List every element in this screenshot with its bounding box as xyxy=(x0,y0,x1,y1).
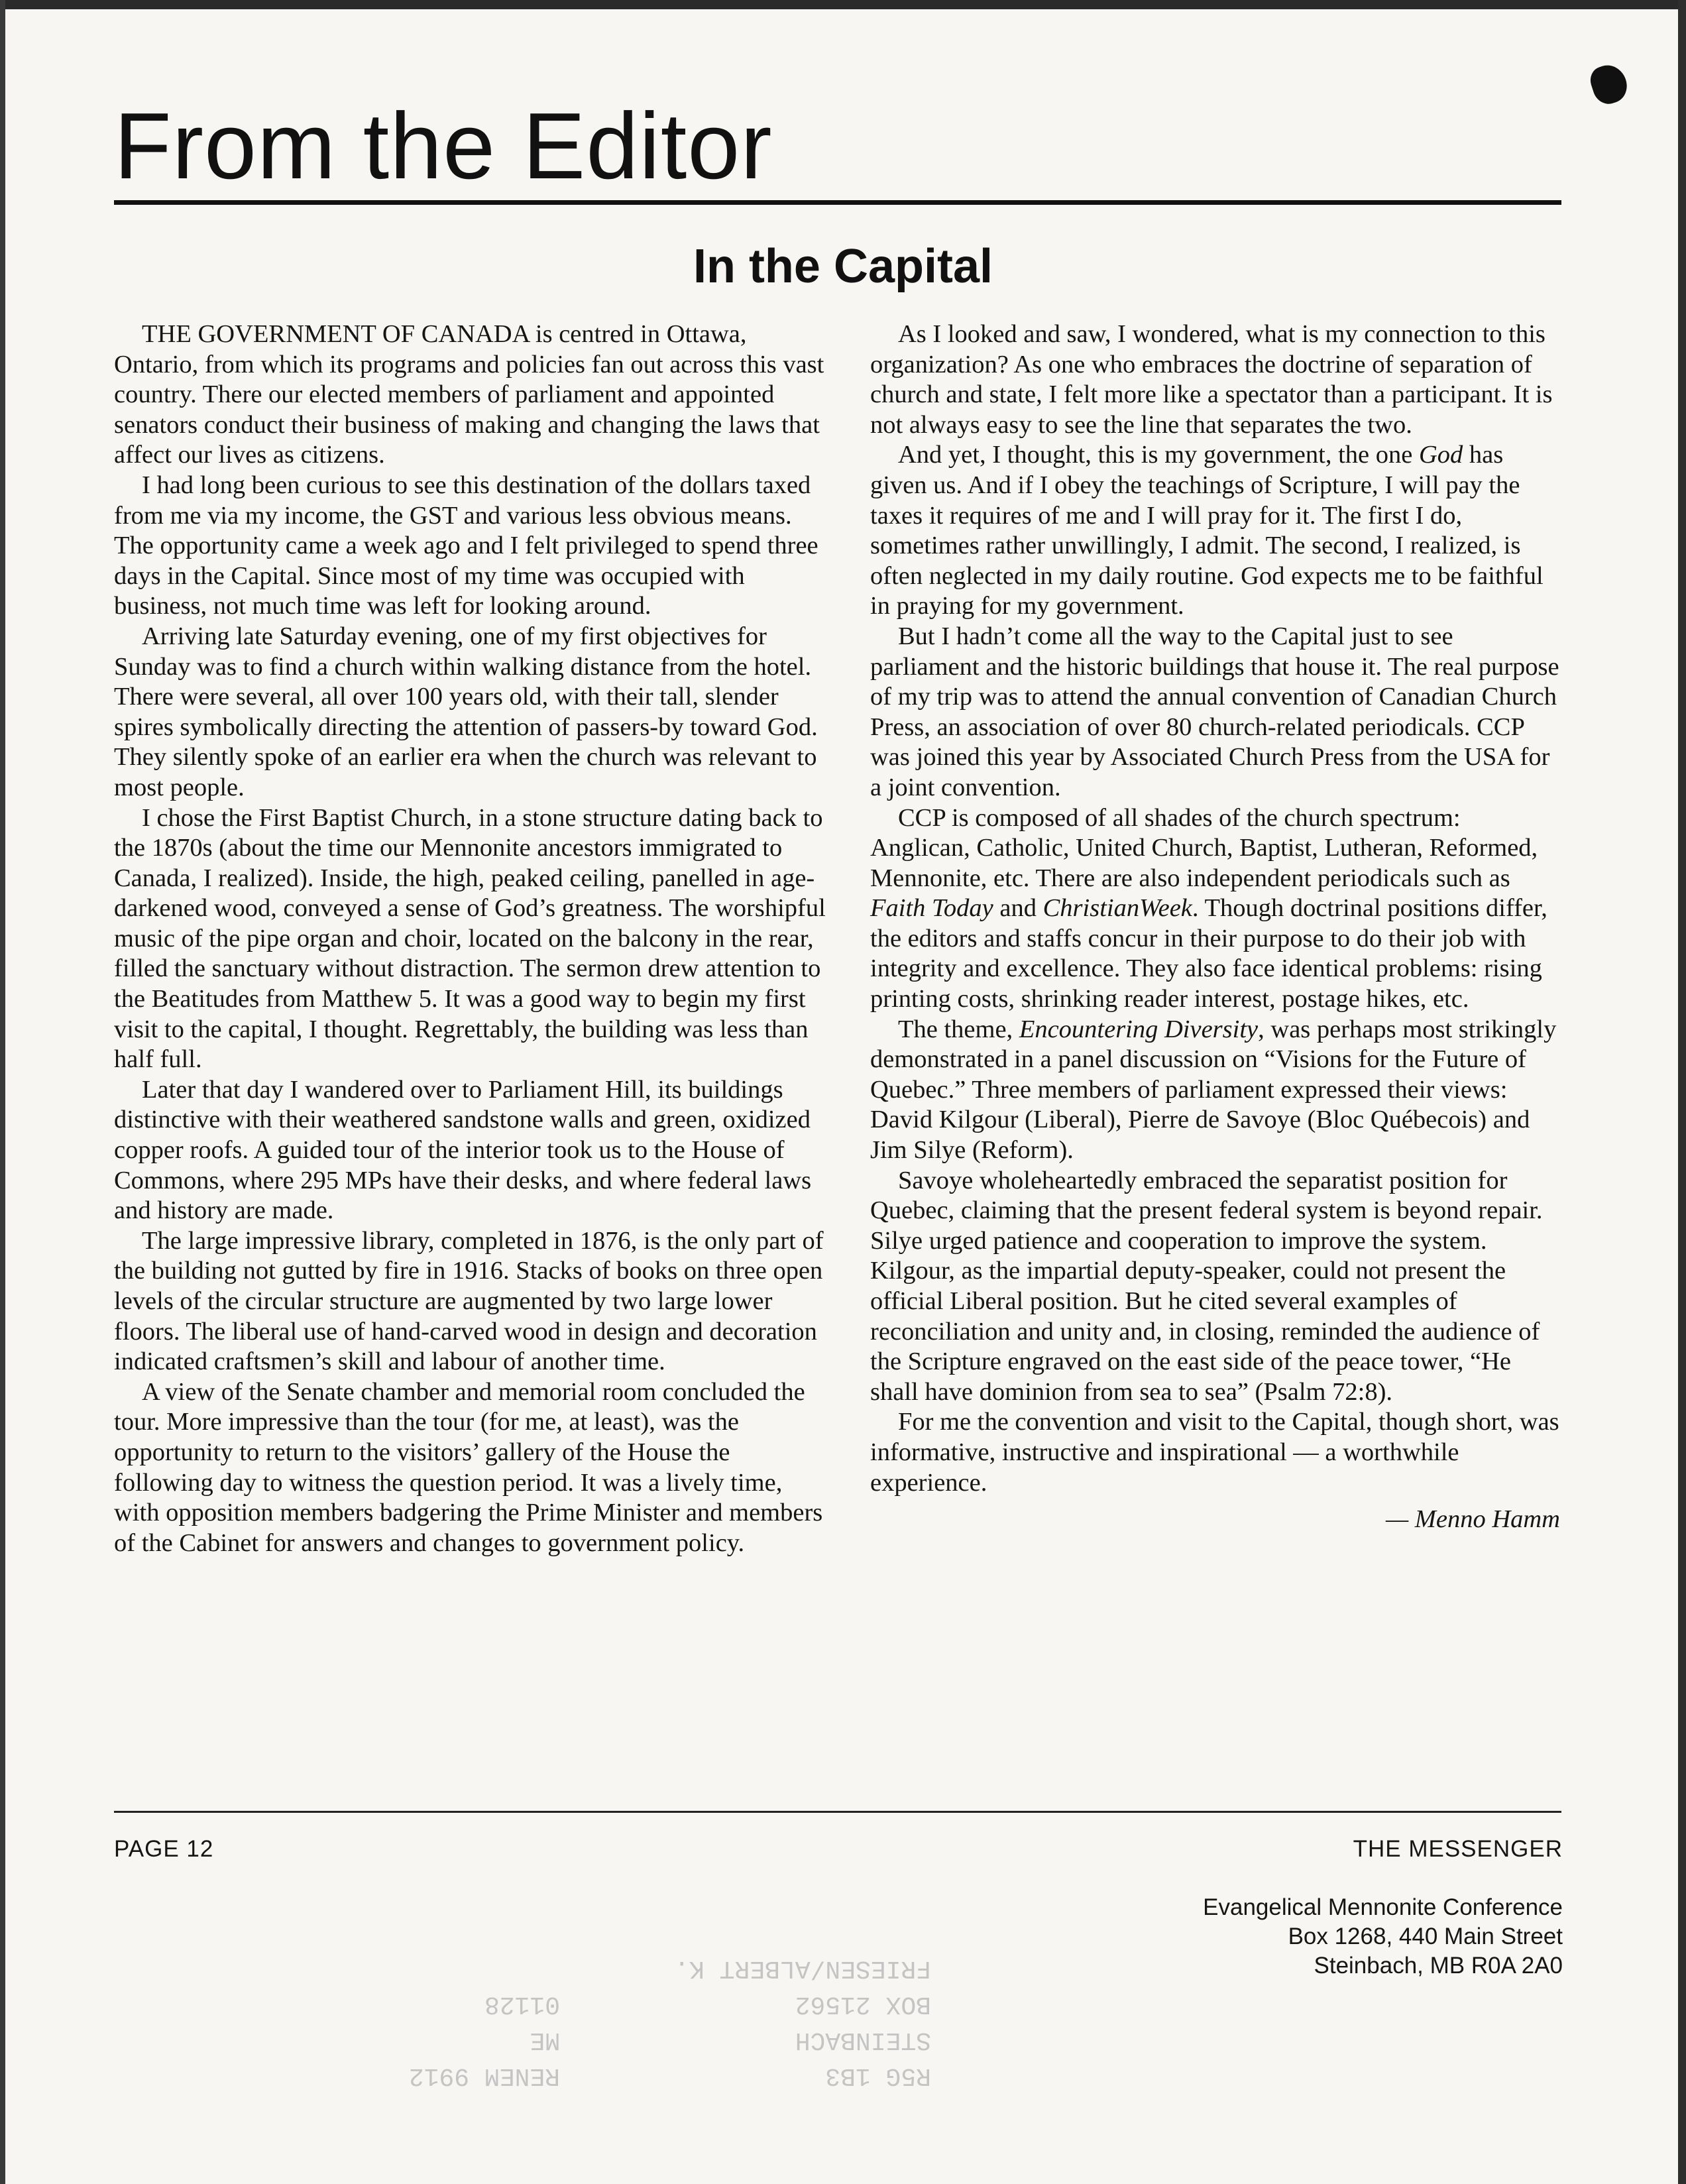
label-line: BOX 21562 xyxy=(795,1990,931,2018)
paragraph xyxy=(870,440,1564,622)
paragraph: As I looked and saw, I wondered, what is my connection to this organization? As one who embraces the doctrine of separation of church and state, I felt more like a spectator than a participant. It is not always easy to see the line that separates the two. xyxy=(870,320,1553,439)
label-line: STEINBACH xyxy=(795,2026,931,2054)
emphasis: Encountering Diversity xyxy=(1019,1015,1259,1043)
page-number: PAGE 12 xyxy=(114,1836,214,1862)
punch-hole xyxy=(1587,60,1631,107)
label-line: RENEM 9912 xyxy=(408,2061,560,2090)
left-column xyxy=(114,319,830,1558)
text-run: And yet, I thought, this is my government, the one xyxy=(898,441,1419,469)
address-line: Steinbach, MB R0A 2A0 xyxy=(1314,1953,1563,1979)
title-rule xyxy=(114,200,1561,205)
paragraph: I chose the First Baptist Church, in a stone structure dating back to the 1870s (about the time our Mennonite ancestors immigrated to Canada, I realized). Inside, the high, peaked ceiling, panelled in age-darkened wood, conveyed a sense of God’s greatness. The worshipful music of the pipe organ and choir, located on the balcony in the rear, filled the sanctuary without distraction. The sermon drew attention to the Beatitudes from Matthew 5. It was a good way to begin my first visit to the capital, I thought. Regrettably, the building was less than half full. xyxy=(114,803,826,1074)
text-run: CCP is composed of all shades of the church spectrum: Anglican, Catholic, United Church, Baptist, Lutheran, Reformed, Mennonite, etc. There are also independent periodicals such as xyxy=(870,803,1538,892)
scan-edge-right xyxy=(1678,0,1686,2184)
paragraph xyxy=(870,1015,1564,1166)
label-line: ME xyxy=(530,2026,560,2054)
right-column xyxy=(870,319,1564,1535)
text-run: . Though doctrinal positions differ, the editors and staffs concur in their purpose to do their job with integrity and excellence. They also face identical problems: rising printing costs, shrinking reader interest, postage hikes, etc. xyxy=(870,894,1547,1013)
paragraph xyxy=(870,803,1564,1015)
paragraph: Savoye wholeheartedly embraced the separatist position for Quebec, claiming that the present federal system is beyond repair. Silye urged patience and cooperation to improve the system. Kilgour, as the impartial deputy-speaker, could not present the official Liberal position. But he cited several examples of reconciliation and unity and, in closing, reminded the audience of the Scripture engraved on the east side of the peace tower, “He shall have dominion from sea to sea” (Psalm 72:8). xyxy=(870,1166,1543,1406)
address-line: Evangelical Mennonite Conference xyxy=(1203,1894,1563,1920)
emphasis: God xyxy=(1418,441,1463,469)
paragraph: Arriving late Saturday evening, one of my first objectives for Sunday was to find a church within walking distance from the hotel. There were several, all over 100 years old, with their tall, slender spires symbolically directing the attention of passers-by toward God. They silently spoke of an earlier era when the church was relevant to most people. xyxy=(114,622,818,801)
return-address xyxy=(1203,1893,1563,1981)
paragraph: For me the convention and visit to the Capital, though short, was informative, instructive and inspirational — a worthwhile experience. xyxy=(870,1408,1559,1497)
paragraph: Later that day I wandered over to Parliament Hill, its buildings distinctive with their weathered sandstone walls and green, oxidized copper roofs. A guided tour of the interior took us to the House of Commons, where 295 MPs have their desks, and where federal laws and history are made. xyxy=(114,1075,812,1225)
mailing-label-show-through xyxy=(308,1941,931,2093)
text-run: has given us. And if I obey the teachings of Scripture, I will pay the taxes it requires of me and I will pray for it. The first I do, sometimes rather unwillingly, I admit. The second, I realized, is often neglected in my daily routine. God expects me to be faithful in praying for my government. xyxy=(870,441,1544,620)
paragraph: But I hadn’t come all the way to the Capital just to see parliament and the historic buildings that house it. The real purpose of my trip was to attend the annual convention of Canadian Church Press, an association of over 80 church-related periodicals. CCP was joined this year by Associated Church Press from the USA for a joint convention. xyxy=(870,622,1559,801)
paragraph: I had long been curious to see this destination of the dollars taxed from me via my income, the GST and various less obvious means. The opportunity came a week ago and I felt privileged to spend three days in the Capital. Since most of my time was occupied with business, not much time was left for looking around. xyxy=(114,471,818,620)
article-title: In the Capital xyxy=(693,240,993,293)
byline: — Menno Hamm xyxy=(1385,1505,1560,1534)
periodical-title: ChristianWeek xyxy=(1042,894,1192,923)
address-line: Box 1268, 440 Main Street xyxy=(1288,1924,1563,1949)
text-run: , was perhaps most strikingly demonstrated in a panel discussion on “Visions for the Future of Quebec.” Three members of parliament expressed their views: David Kilgour (Liberal), Pierre de Savoye (Bloc Québecois) and Jim Silye (Reform). xyxy=(870,1015,1557,1165)
publication-name: THE MESSENGER xyxy=(1353,1836,1563,1862)
text-run: The theme, xyxy=(898,1015,1019,1043)
label-line: FRIESEN/ALBERT K. xyxy=(674,1954,931,1983)
section-title: From the Editor xyxy=(114,93,773,199)
paragraph: The large impressive library, completed in 1876, is the only part of the building not gutted by fire in 1916. Stacks of books on three open levels of the circular structure are augmented by two large lower floors. The liberal use of hand-carved wood in design and decoration indicated craftsmen’s skill and labour of another time. xyxy=(114,1226,824,1376)
paragraph: A view of the Senate chamber and memorial room concluded the tour. More impressive than the tour (for me, at least), was the opportunity to return to the visitors’ gallery of the House the following day to witness the question period. It was a lively time, with opposition members badgering the Prime Minister and members of the Cabinet for answers and changes to government policy. xyxy=(114,1377,823,1557)
label-line: 01128 xyxy=(484,1990,560,2018)
periodical-title: Faith Today xyxy=(870,894,993,923)
paragraph: THE GOVERNMENT OF CANADA is centred in Ottawa, Ontario, from which its programs and policies fan out across this vast country. There our elected members of parliament and appointed senators conduct their business of making and changing the laws that affect our lives as citizens. xyxy=(114,320,824,469)
scan-edge-top xyxy=(0,0,1686,9)
footer-rule xyxy=(114,1811,1561,1813)
label-line: R5G 1B3 xyxy=(825,2061,931,2090)
label-block-left xyxy=(308,1986,560,2093)
text-run: and xyxy=(993,894,1043,923)
label-block-right xyxy=(674,1950,931,2093)
scan-edge-left xyxy=(0,0,5,2184)
